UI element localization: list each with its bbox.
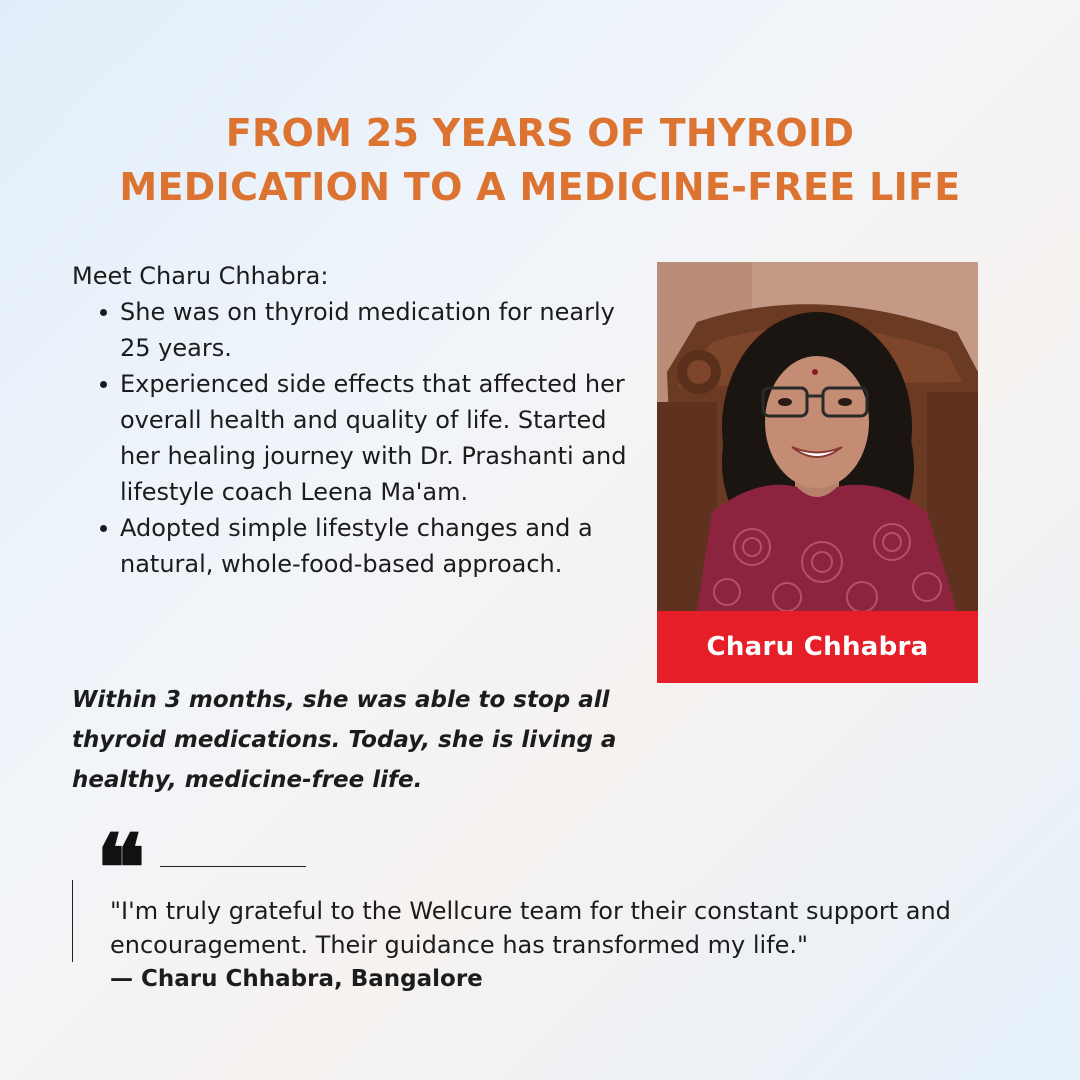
bullet-item: She was on thyroid medication for nearly 25 years. (72, 294, 632, 366)
portrait-illustration (657, 262, 978, 611)
highlight-statement: Within 3 months, she was able to stop all thyroid medications. Today, she is living a healthy, medicine-free life. (72, 687, 617, 793)
quote-side-rule (72, 880, 73, 962)
testimonial-author: — Charu Chhabra, Bangalore (110, 966, 483, 992)
bullet-item: Adopted simple lifestyle changes and a natural, whole-food-based approach. (72, 510, 632, 582)
title-line-1: FROM 25 YEARS OF THYROID (225, 111, 855, 155)
photo-card (657, 262, 978, 683)
page-title (60, 106, 1020, 214)
title-line-2: MEDICATION TO A MEDICINE-FREE LIFE (119, 165, 961, 209)
testimonial-text: "I'm truly grateful to the Wellcure team for their constant support and encouragement. Their guidance has transformed my life." (110, 897, 951, 959)
intro-section (72, 258, 632, 582)
quote-mark-icon: ❝ (96, 814, 146, 922)
bullet-list (72, 294, 632, 582)
quote-divider (160, 866, 306, 867)
portrait-photo (657, 262, 978, 611)
bullet-item: Experienced side effects that affected her overall health and quality of life. Started her healing journey with Dr. Prashanti and lifestyle coach Leena Ma'am. (72, 366, 632, 510)
photo-caption: Charu Chhabra (657, 611, 978, 683)
intro-heading: Meet Charu Chhabra: (72, 262, 329, 290)
